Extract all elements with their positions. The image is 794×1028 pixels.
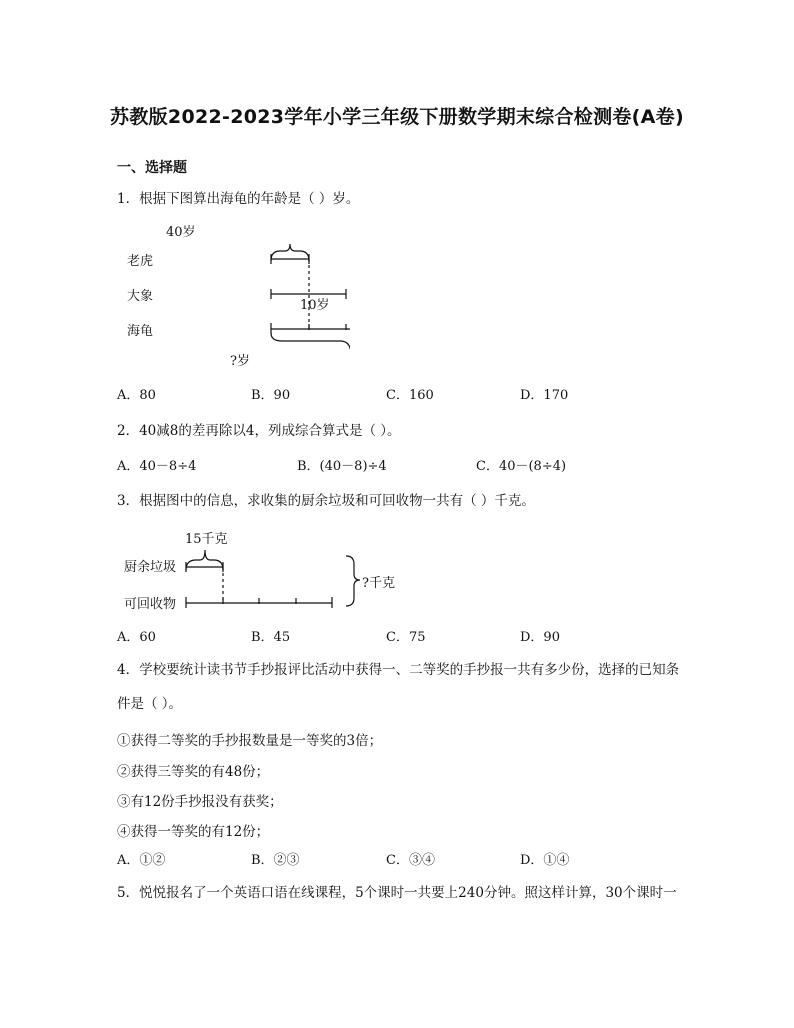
q1-option-a: A．80 <box>117 388 156 403</box>
q1-option-c: C．160 <box>386 388 434 403</box>
page-title: 苏教版2022-2023学年小学三年级下册数学期末综合检测卷(A卷) <box>110 106 684 128</box>
label-turtle: 海龟 <box>127 324 154 339</box>
brace-total <box>271 333 350 348</box>
q1-option-b: B．90 <box>251 388 291 403</box>
q3-option-d: D．90 <box>520 630 560 645</box>
q1-option-d: D．170 <box>520 388 569 403</box>
question-3-text: 3．根据图中的信息，求收集的厨余垃圾和可回收物一共有（ ）千克。 <box>117 493 535 509</box>
question-5-text: 5．悦悦报名了一个英语口语在线课程，5个课时一共要上240分钟。照这样计算，30个课时一 <box>117 885 677 901</box>
label-question-kg: ?千克 <box>362 576 395 591</box>
q2-option-a: A．40－8÷4 <box>117 459 197 474</box>
section-heading: 一、选择题 <box>117 160 187 176</box>
question-4-text-line2: 件是（ ）。 <box>117 696 183 712</box>
q4-condition-3: ③有12份手抄报没有获奖； <box>117 794 283 810</box>
label-question-years: ?岁 <box>230 354 250 369</box>
q4-option-d: D．①④ <box>520 853 570 868</box>
label-40-years: 40岁 <box>166 225 196 240</box>
question-2-text: 2．40减8的差再除以4，列成综合算式是（ ）。 <box>117 423 401 439</box>
label-15-kg: 15千克 <box>185 532 228 547</box>
q2-option-b: B．(40－8)÷4 <box>297 459 387 474</box>
brace-right <box>346 556 360 606</box>
label-elephant: 大象 <box>127 289 154 304</box>
label-recyclables: 可回收物 <box>124 597 177 612</box>
q3-option-a: A．60 <box>117 630 156 645</box>
q4-condition-4: ④获得一等奖的有12份； <box>117 824 270 840</box>
label-tiger: 老虎 <box>127 254 154 269</box>
question-1-text: 1．根据下图算出海龟的年龄是（ ）岁。 <box>117 191 360 207</box>
question-4-text-line1: 4．学校要统计读书节手抄报评比活动中获得一、二等奖的手抄报一共有多少份，选择的已知条 <box>117 662 680 678</box>
label-10-years: 10岁 <box>300 298 330 313</box>
q4-option-b: B．②③ <box>251 853 300 868</box>
q4-condition-2: ②获得三等奖的有48份； <box>117 764 270 780</box>
q4-option-c: C．③④ <box>386 853 435 868</box>
q4-condition-1: ①获得二等奖的手抄报数量是一等奖的3倍； <box>117 733 383 749</box>
q2-option-c: C．40－(8÷4) <box>476 459 567 474</box>
q3-option-b: B．45 <box>251 630 291 645</box>
q3-option-c: C．75 <box>386 630 426 645</box>
q4-option-a: A．①② <box>117 853 166 868</box>
label-kitchen-waste: 厨余垃圾 <box>124 560 177 575</box>
